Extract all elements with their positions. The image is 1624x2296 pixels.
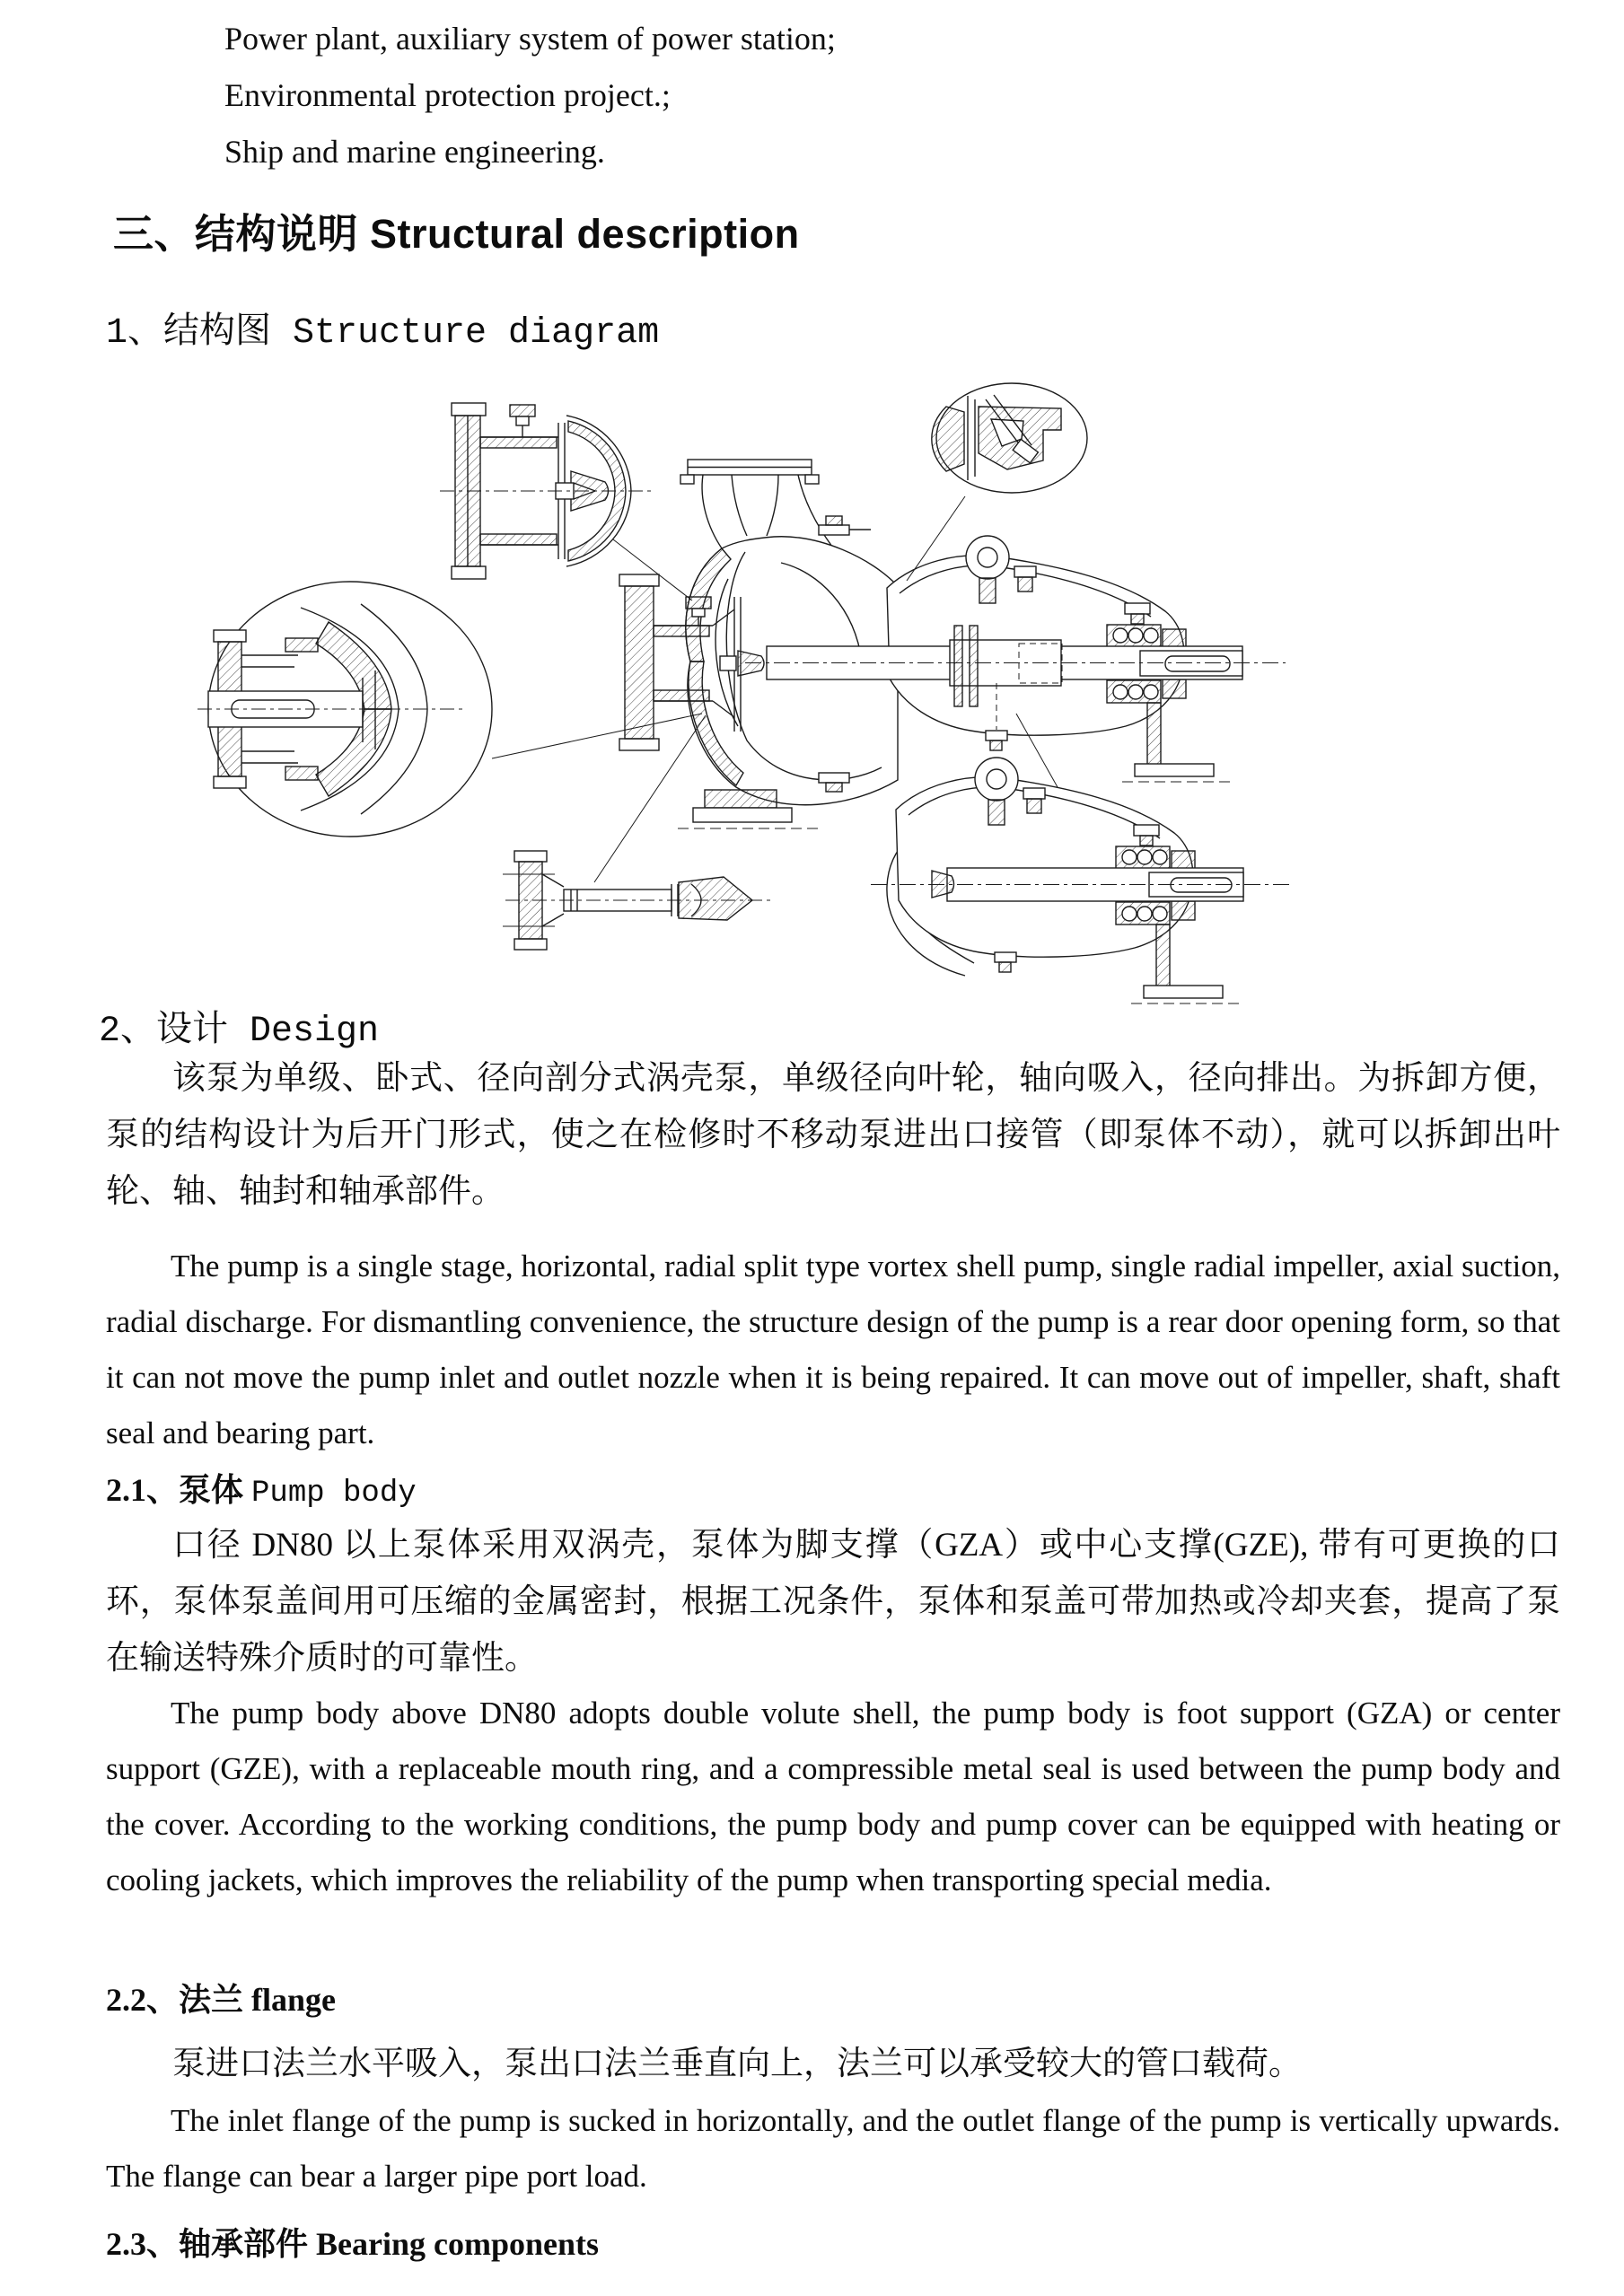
design-paragraph-zh: 该泵为单级、卧式、径向剖分式涡壳泵，单级径向叶轮，轴向吸入，径向排出。为拆卸方便，泵的结构设计为后开门形式，使之在检修时不移动泵进出口接管（即泵体不动），就可以拆卸出叶轮、轴、轴封和轴承部件。 (106, 1060, 1560, 1210)
pump-structure-diagram (153, 381, 1347, 1010)
subheading-flange-prefix: 2.2、法兰 (106, 1982, 252, 2018)
subheading-bearing-prefix: 2.3、轴承部件 (106, 2226, 317, 2262)
flange-paragraph-en: The inlet flange of the pump is sucked in horizontally, and the outlet flange of the pump is vertically upwards. The flange can bear a larger pipe port load. (106, 2103, 1560, 2194)
structure-diagram-figure (153, 381, 1347, 1010)
application-line: Power plant, auxiliary system of power station; (224, 21, 836, 57)
pump-body-paragraph-zh: 口径 DN80 以上泵体采用双涡壳，泵体为脚支撑（GZA）或中心支撑(GZE), 带有可更换的口环，泵体泵盖间用可压缩的金属密封，根据工况条件，泵体和泵盖可带加热或冷却夹套，提高了泵在输送特殊介质时的可靠性。 (106, 1527, 1560, 1677)
subheading-structure-diagram (106, 302, 659, 354)
section-heading-latin: Structural description (370, 211, 800, 257)
flange-paragraph-zh: 泵进口法兰水平吸入，泵出口法兰垂直向上，法兰可以承受较大的管口载荷。 (172, 2046, 1302, 2082)
subheading-latin: Design (250, 1012, 380, 1052)
subheading-flange (106, 1975, 336, 2020)
application-line: Environmental protection project.; (224, 77, 671, 113)
subheading-bearing-components (106, 2219, 599, 2265)
rear-pullout-assembly (871, 758, 1291, 1003)
shaft-stud-part (503, 851, 772, 950)
volute-section (619, 460, 898, 828)
subheading-bearing-latin: Bearing components (316, 2226, 600, 2262)
pump-body-paragraph-en: The pump body above DN80 adopts double volute shell, the pump body is foot support (GZA) or center support (GZE), with a replaceable mouth ring, and a compressible metal seal is used between the pump body and the cover. According to the working conditions, the pump body and pump cover can be equipped with heating or cooling jackets, which improves the reliability of the pump when transporting special media. (106, 1696, 1560, 1897)
subheading-pump-body (106, 1465, 417, 1511)
application-list (224, 11, 836, 180)
application-line: Ship and marine engineering. (224, 134, 605, 170)
subheading-flange-latin: flange (251, 1982, 337, 2018)
subheading-cjk: 2、设计 (99, 1012, 250, 1052)
design-paragraph-en: The pump is a single stage, horizontal, radial split type vortex shell pump, single radial impeller, axial suction, radial discharge. For dismantling convenience, the structure design of the pump is a rear door opening form, so that it can not move the pump inlet and outlet nozzle when it is being repaired. It can move out of impeller, shaft, shaft seal and bearing part. (106, 1249, 1560, 1450)
subheading-pump-body-prefix: 2.1、泵体 (106, 1472, 252, 1508)
seal-detail-ellipse (932, 383, 1087, 493)
suction-cover-detail (440, 403, 652, 579)
subheading-pump-body-latin: Pump body (251, 1477, 417, 1511)
subheading-latin: Structure diagram (293, 313, 660, 354)
subheading-design (99, 1000, 379, 1052)
subheading-cjk: 1、结构图 (106, 313, 294, 354)
impeller-detail-circle (198, 582, 492, 837)
section-heading-cjk: 三、结构说明 (113, 211, 371, 257)
section-heading-structural-description (113, 201, 800, 259)
